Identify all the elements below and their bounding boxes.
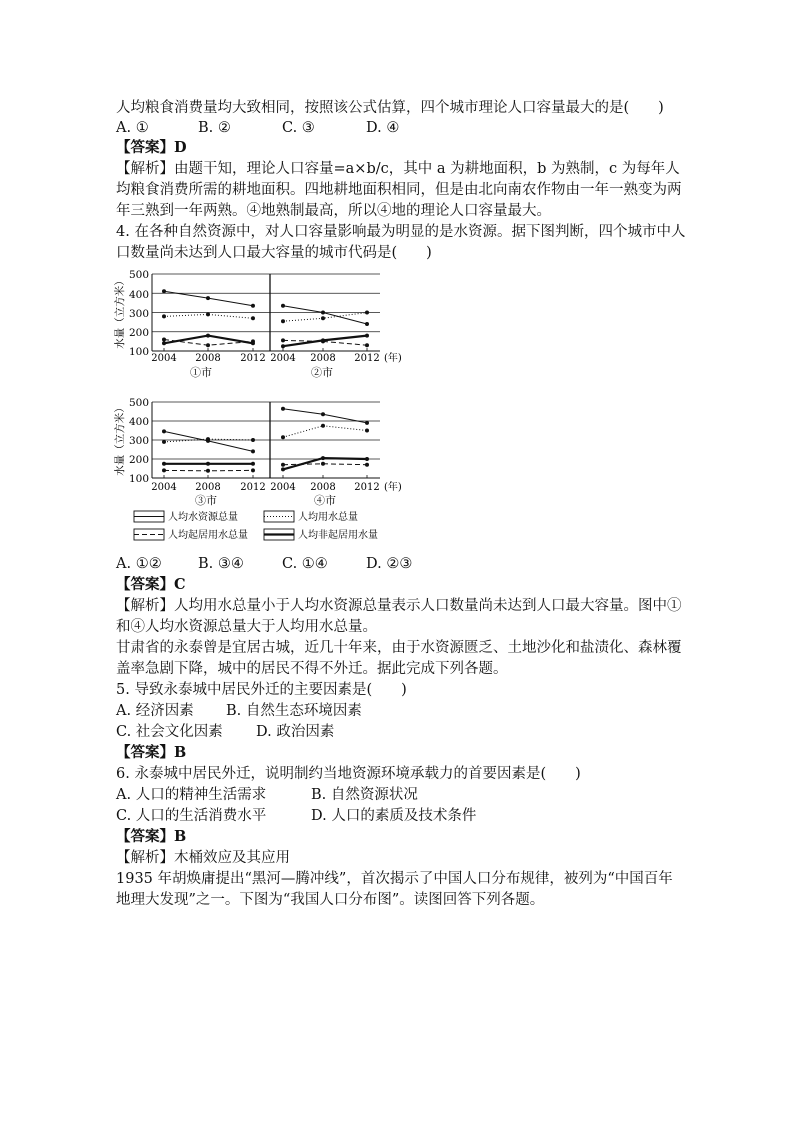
legend-label-nondom: 人均非起居用水量 [298,530,378,541]
data-point-total [281,304,285,308]
chart-top-xunit: (年) [384,353,402,364]
data-point-dom [206,469,210,473]
chart-top-xtick-3: 2012 [240,353,266,364]
data-point-total [321,412,325,416]
series-line-dom [283,464,367,465]
data-point-total [321,311,325,315]
q3-option-b: B. ② [198,120,231,136]
data-point-nondom [365,334,369,338]
q6-option-b: B. 自然资源状况 [311,787,418,803]
q3-option-d: D. ④ [366,120,400,136]
data-point-nondom [365,457,369,461]
q3-option-c: C. ③ [282,120,315,136]
data-point-use [206,437,210,441]
chart-bottom [113,397,402,507]
data-point-dom [365,343,369,347]
data-point-use [321,424,325,428]
data-point-total [162,289,166,293]
data-point-nondom [281,467,285,471]
q4-option-a: A. ①② [116,556,162,572]
chart-top-xtick-4: 2004 [270,353,296,364]
chart-bottom-ytick-1: 400 [128,416,149,428]
legend-label-dom: 人均起居用水总量 [168,530,248,541]
data-point-dom [162,468,166,472]
data-point-total [365,322,369,326]
legend-label-use: 人均用水总量 [298,512,358,523]
data-point-nondom [251,341,255,345]
chart-top [113,269,402,379]
data-point-dom [162,338,166,342]
chart-bottom-xunit: (年) [384,482,402,493]
q5-option-b: B. 自然生态环境因素 [226,703,362,719]
data-point-nondom [206,334,210,338]
data-point-total [162,429,166,433]
chart-bottom-xtick-2: 2008 [195,482,221,493]
q5-stem: 5. 导致永泰城中居民外迁的主要因素是( ) [116,682,407,698]
chart-legend [134,510,378,541]
data-point-nondom [162,341,166,345]
data-point-use [281,435,285,439]
series-line-use [283,313,367,322]
q4-analysis-line-2: 和④人均水资源总量大于人均用水总量。 [116,619,377,635]
panel-3-label: ③市 [195,494,217,507]
data-point-nondom [162,462,166,466]
data-point-dom [251,468,255,472]
data-point-nondom [321,338,325,342]
data-point-total [365,421,369,425]
chart-bottom-ytick-2: 300 [128,435,149,447]
chart-bottom-ytick-3: 200 [128,454,149,466]
chart-bottom-xtick-4: 2004 [270,482,296,493]
q6-answer: 【答案】B [116,828,187,845]
data-point-nondom [321,456,325,460]
data-point-dom [281,338,285,342]
q3-stem-end: 人均粮食消费量均大致相同，按照该公式估算，四个城市理论人口容量最大的是( ) [116,100,664,116]
chart-top-ylabel: 水量（立方米） [114,275,126,349]
chart-bottom-ylabel: 水量（立方米） [114,402,126,476]
data-point-use [162,440,166,444]
series-line-total [283,306,367,324]
q6-option-a: A. 人口的精神生活需求 [116,787,267,803]
panel-1-label: ①市 [190,366,212,379]
q4-option-d: D. ②③ [366,556,413,572]
chart-bottom-xtick-3: 2012 [240,482,266,493]
q5-option-a: A. 经济因素 [116,703,194,719]
q6-stem: 6. 永泰城中居民外迁，说明制约当地资源环境承载力的首要因素是( ) [116,766,581,782]
q4-stem-line-2: 口数量尚未达到人口最大容量的城市代码是( ) [116,245,432,261]
data-point-use [365,311,369,315]
q3-answer: 【答案】D [116,139,187,156]
chart-top-xtick-2: 2008 [195,353,221,364]
data-point-nondom [206,462,210,466]
q4-option-b: B. ③④ [198,556,244,572]
data-point-total [206,296,210,300]
q3-analysis-line-3: 年三熟到一年两熟。④地熟制最高，所以④地的理论人口容量最大。 [116,203,551,219]
data-point-use [251,316,255,320]
data-point-use [365,429,369,433]
data-point-dom [321,462,325,466]
passage2-line-1: 1935 年胡焕庸提出“黑河—腾冲线”，首次揭示了中国人口分布规律，被列为“中国百年 [116,871,673,887]
data-point-use [162,314,166,318]
q6-option-c: C. 人口的生活消费水平 [116,808,267,824]
data-point-dom [206,343,210,347]
data-point-total [251,449,255,453]
q6-analysis: 【解析】木桶效应及其应用 [116,850,290,866]
panel-4-label: ④市 [314,494,336,507]
chart-top-xtick-6: 2012 [354,353,380,364]
chart-top-ytick-3: 200 [128,327,149,339]
q3-analysis-line-1: 【解析】由题干知，理论人口容量=a×b/c，其中 a 为耕地面积，b 为熟制，c 为每年人 [116,161,680,177]
data-point-total [281,407,285,411]
data-point-dom [365,463,369,467]
passage-line-1: 甘肃省的永泰曾是宜居古城，近几十年来，由于水资源匮乏、土地沙化和盐渍化、森林覆 [116,640,682,656]
panel-2-label: ②市 [311,366,333,379]
q3-analysis-line-2: 均粮食消费所需的耕地面积。四地耕地面积相同，但是由北向南农作物由一年一熟变为两 [116,182,682,198]
data-point-dom [281,463,285,467]
q5-option-d: D. 政治因素 [256,724,335,740]
chart-bottom-ytick-4: 100 [128,473,149,485]
chart-bottom-xtick-5: 2008 [310,482,336,493]
water-charts-figure [110,264,410,546]
chart-top-ytick-1: 400 [128,289,149,301]
passage-line-2: 盖率急剧下降，城中的居民不得不外迁。据此完成下列各题。 [116,661,508,677]
chart-top-ytick-4: 100 [128,346,149,358]
legend-label-total: 人均水资源总量 [168,512,238,523]
series-line-use [283,426,367,437]
chart-top-xtick-1: 2004 [151,353,177,364]
data-point-nondom [281,344,285,348]
chart-bottom-xtick-1: 2004 [151,482,177,493]
q4-analysis-line-1: 【解析】人均用水总量小于人均水资源总量表示人口数量尚未达到人口最大容量。图中① [116,598,682,614]
passage2-line-2: 地理大发现”之一。下图为“我国人口分布图”。读图回答下列各题。 [116,892,545,908]
data-point-nondom [251,462,255,466]
q5-option-c: C. 社会文化因素 [116,724,223,740]
chart-top-xtick-5: 2008 [310,353,336,364]
q5-answer: 【答案】B [116,744,187,761]
chart-bottom-xtick-6: 2012 [354,482,380,493]
q4-option-c: C. ①④ [282,556,328,572]
data-point-total [251,304,255,308]
q6-option-d: D. 人口的素质及技术条件 [311,808,477,824]
chart-bottom-ytick-0: 500 [128,397,149,409]
data-point-use [321,316,325,320]
chart-top-ytick-2: 300 [128,308,149,320]
q4-stem-line-1: 4. 在各种自然资源中，对人口容量影响最为明显的是水资源。据下图判断，四个城市中人 [116,224,686,240]
data-point-use [206,312,210,316]
data-point-use [281,319,285,323]
chart-top-ytick-0: 500 [128,269,149,281]
data-point-use [251,438,255,442]
q4-answer: 【答案】C [116,576,186,593]
q3-option-a: A. ① [116,120,149,136]
